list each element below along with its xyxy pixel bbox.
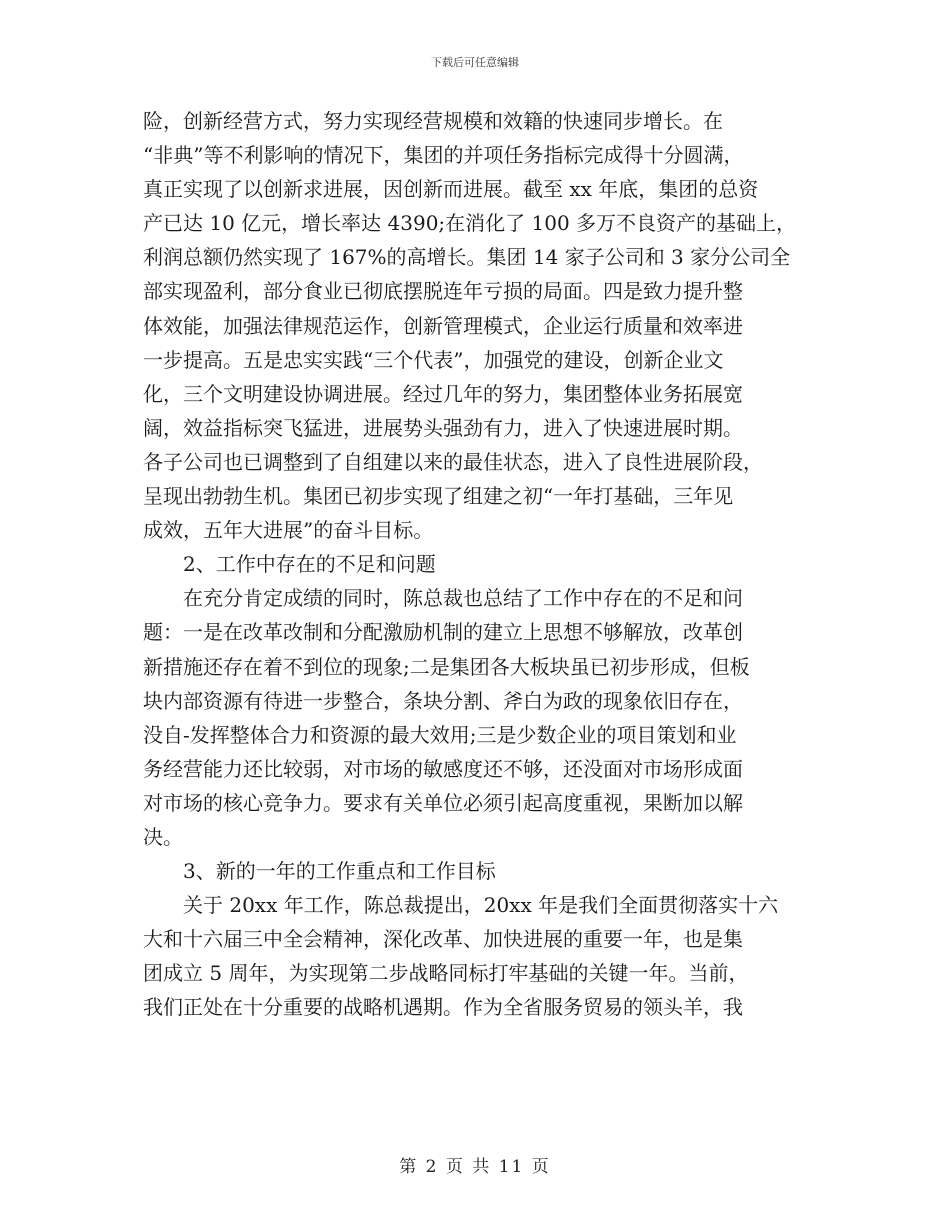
- text-line: 一步提高。五是忠实实践“三个代表”，加强党的建设，创新企业文: [143, 347, 724, 372]
- text-line: 题：一是在改革改制和分配激励机制的建立上思想不够解放，改革创: [143, 620, 743, 645]
- text-line: 化，三个文明建设协调进展。经过几年的努力，集团整体业务拓展宽: [143, 381, 743, 406]
- section-heading: 3、新的一年的工作重点和工作目标: [183, 859, 496, 884]
- text-line: 部实现盈利，部分食业已彻底摆脱连年亏损的局面。四是致力提升整: [143, 279, 743, 304]
- text-line: 各子公司也已调整到了自组建以来的最佳状态，进入了良性进展阶段，: [143, 449, 763, 474]
- text-line: 我们正处在十分重要的战略机遇期。作为全省服务贸易的领头羊，我: [143, 995, 743, 1020]
- text-line: 成效，五年大进展”的奋斗目标。: [143, 518, 434, 543]
- text-line: 呈现出勃勃生机。集团已初步实现了组建之初“一年打基础，三年见: [143, 484, 734, 509]
- text-line: 产已达 10 亿元，增长率达 4390;在消化了 100 多万不良资产的基础上，: [143, 211, 797, 236]
- text-line: 团成立 5 周年，为实现第二步战略同标打牢基础的关键一年。当前，: [143, 961, 749, 986]
- page-header: 下载后可任意编辑: [431, 56, 519, 69]
- page-footer: 第 2 页 共 11 页: [399, 1157, 551, 1177]
- text-line: 决。: [143, 824, 183, 849]
- section-heading: 2、工作中存在的不足和问题: [183, 552, 436, 577]
- text-line: 大和十六届三中全会精神，深化改革、加快进展的重要一年，也是集: [143, 927, 743, 952]
- text-line: 体效能，加强法律规范运作，创新管理模式，企业运行质量和效率进: [143, 313, 743, 338]
- text-line: 利润总额仍然实现了 167%的高增长。集团 14 家子公司和 3 家分公司全: [143, 245, 791, 270]
- text-line: 没自-发挥整体合力和资源的最大效用;三是少数企业的项目策划和业: [143, 722, 737, 747]
- document-body: [143, 104, 811, 1025]
- text-line: 对市场的核心竞争力。要求有关单位必须引起高度重视，果断加以解: [143, 790, 743, 815]
- text-line: 在充分肯定成绩的同时，陈总裁也总结了工作中存在的不足和问: [183, 586, 743, 611]
- text-line: 务经营能力还比较弱，对市场的敏感度还不够，还没面对市场形成面: [143, 756, 743, 781]
- text-line: 块内部资源有待进一步整合，条块分割、斧白为政的现象依旧存在，: [143, 688, 743, 713]
- text-line: 真正实现了以创新求进展，因创新而进展。截至 xx 年底，集团的总资: [143, 177, 759, 202]
- text-line: “非典”等不利影响的情况下，集团的并项任务指标完成得十分圆满，: [143, 143, 744, 168]
- text-line: 新措施还存在着不到位的现象;二是集团各大板块虽已初步形成，但板: [143, 654, 750, 679]
- text-line: 关于 20xx 年工作，陈总裁提出，20xx 年是我们全面贯彻落实十六: [183, 893, 779, 918]
- text-line: 阔，效益指标突飞猛进，进展势头强劲有力，进入了快速进展时期。: [143, 415, 743, 440]
- text-line: 险，创新经营方式，努力实现经营规模和效籍的快速同步增长。在: [143, 109, 723, 133]
